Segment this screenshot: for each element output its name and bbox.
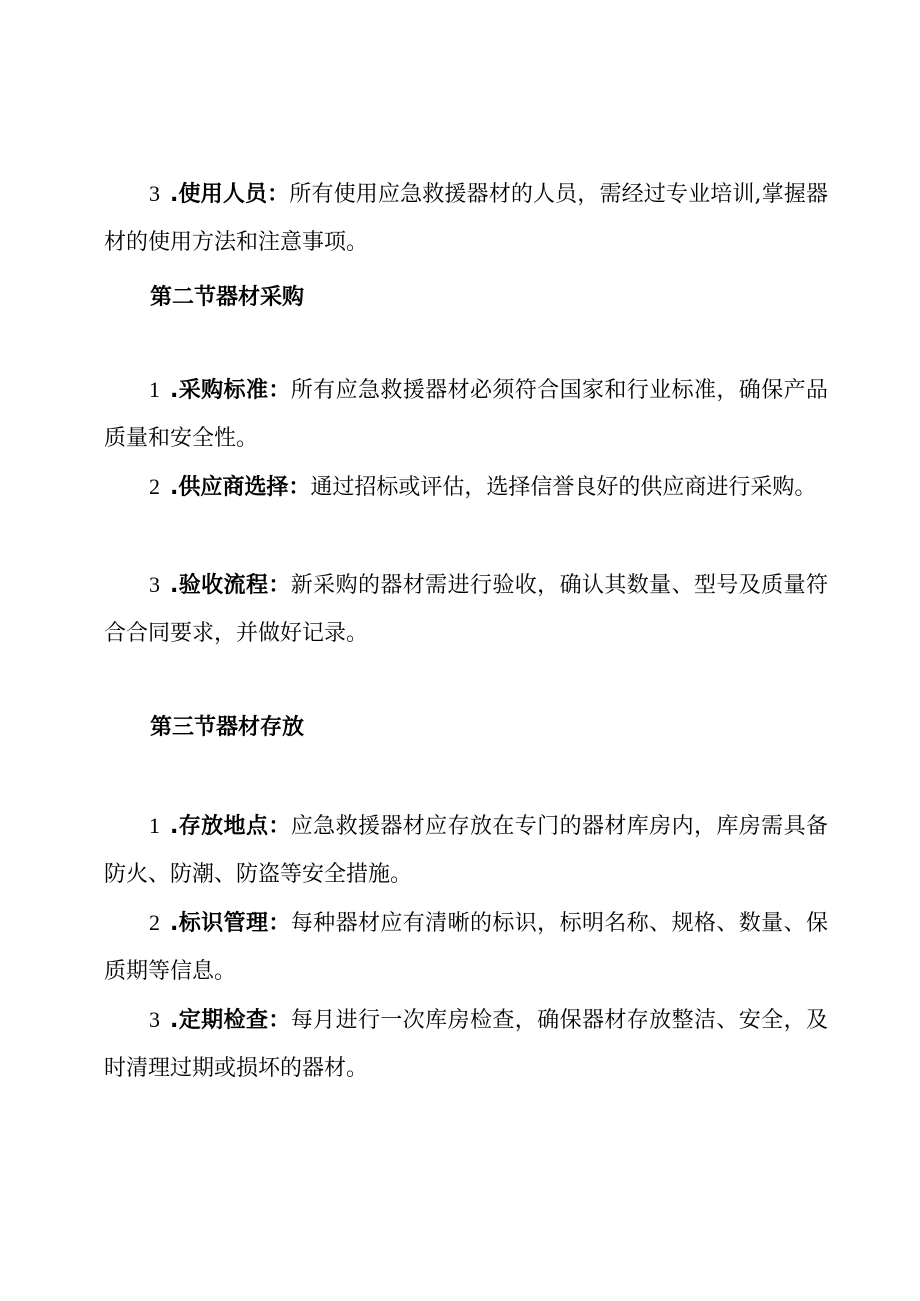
paragraph-periodic-inspection [104, 996, 828, 1093]
item-text: 每种器材应有清晰的标识，标明名称、规格、数量、保质期等信息。 [104, 911, 828, 984]
item-term: .标识管理： [170, 911, 291, 936]
item-term: .采购标准： [170, 378, 291, 403]
paragraph-supplier-selection [104, 463, 828, 512]
item-number: 1 [149, 377, 160, 402]
item-text: 所有使用应急救援器材的人员，需经过专业培训,掌握器材的使用方法和注意事项。 [104, 182, 829, 255]
item-number: 3 [149, 1007, 160, 1032]
item-number: 2 [149, 910, 160, 935]
item-text: 每月进行一次库房检查，确保器材存放整洁、安全，及时清理过期或损坏的器材。 [104, 1008, 828, 1081]
item-number: 3 [149, 181, 160, 206]
paragraph-acceptance-process [104, 561, 828, 658]
section-heading-procurement: 第二节器材采购 [150, 285, 305, 310]
item-term: .使用人员： [170, 182, 290, 207]
item-number: 3 [149, 572, 160, 597]
item-text: 通过招标或评估，选择信誉良好的供应商进行采购。 [310, 475, 817, 500]
item-number: 1 [149, 813, 160, 838]
paragraph-storage-location [104, 802, 828, 899]
item-text: 应急救援器材应存放在专门的器材库房内，库房需具备防火、防潮、防盗等安全措施。 [104, 814, 828, 887]
item-text: 所有应急救援器材必须符合国家和行业标准，确保产品质量和安全性。 [104, 378, 828, 451]
item-text: 新采购的器材需进行验收，确认其数量、型号及质量符合合同要求，并做好记录。 [104, 573, 828, 646]
section-heading-storage: 第三节器材存放 [150, 715, 305, 740]
item-term: .供应商选择： [170, 475, 311, 500]
paragraph-usage-personnel [104, 170, 828, 267]
paragraph-label-management [104, 899, 828, 996]
item-term: .存放地点： [170, 814, 291, 839]
item-number: 2 [149, 474, 160, 499]
item-term: .验收流程： [170, 573, 291, 598]
item-term: .定期检查： [170, 1008, 291, 1033]
paragraph-procurement-standard [104, 366, 828, 463]
